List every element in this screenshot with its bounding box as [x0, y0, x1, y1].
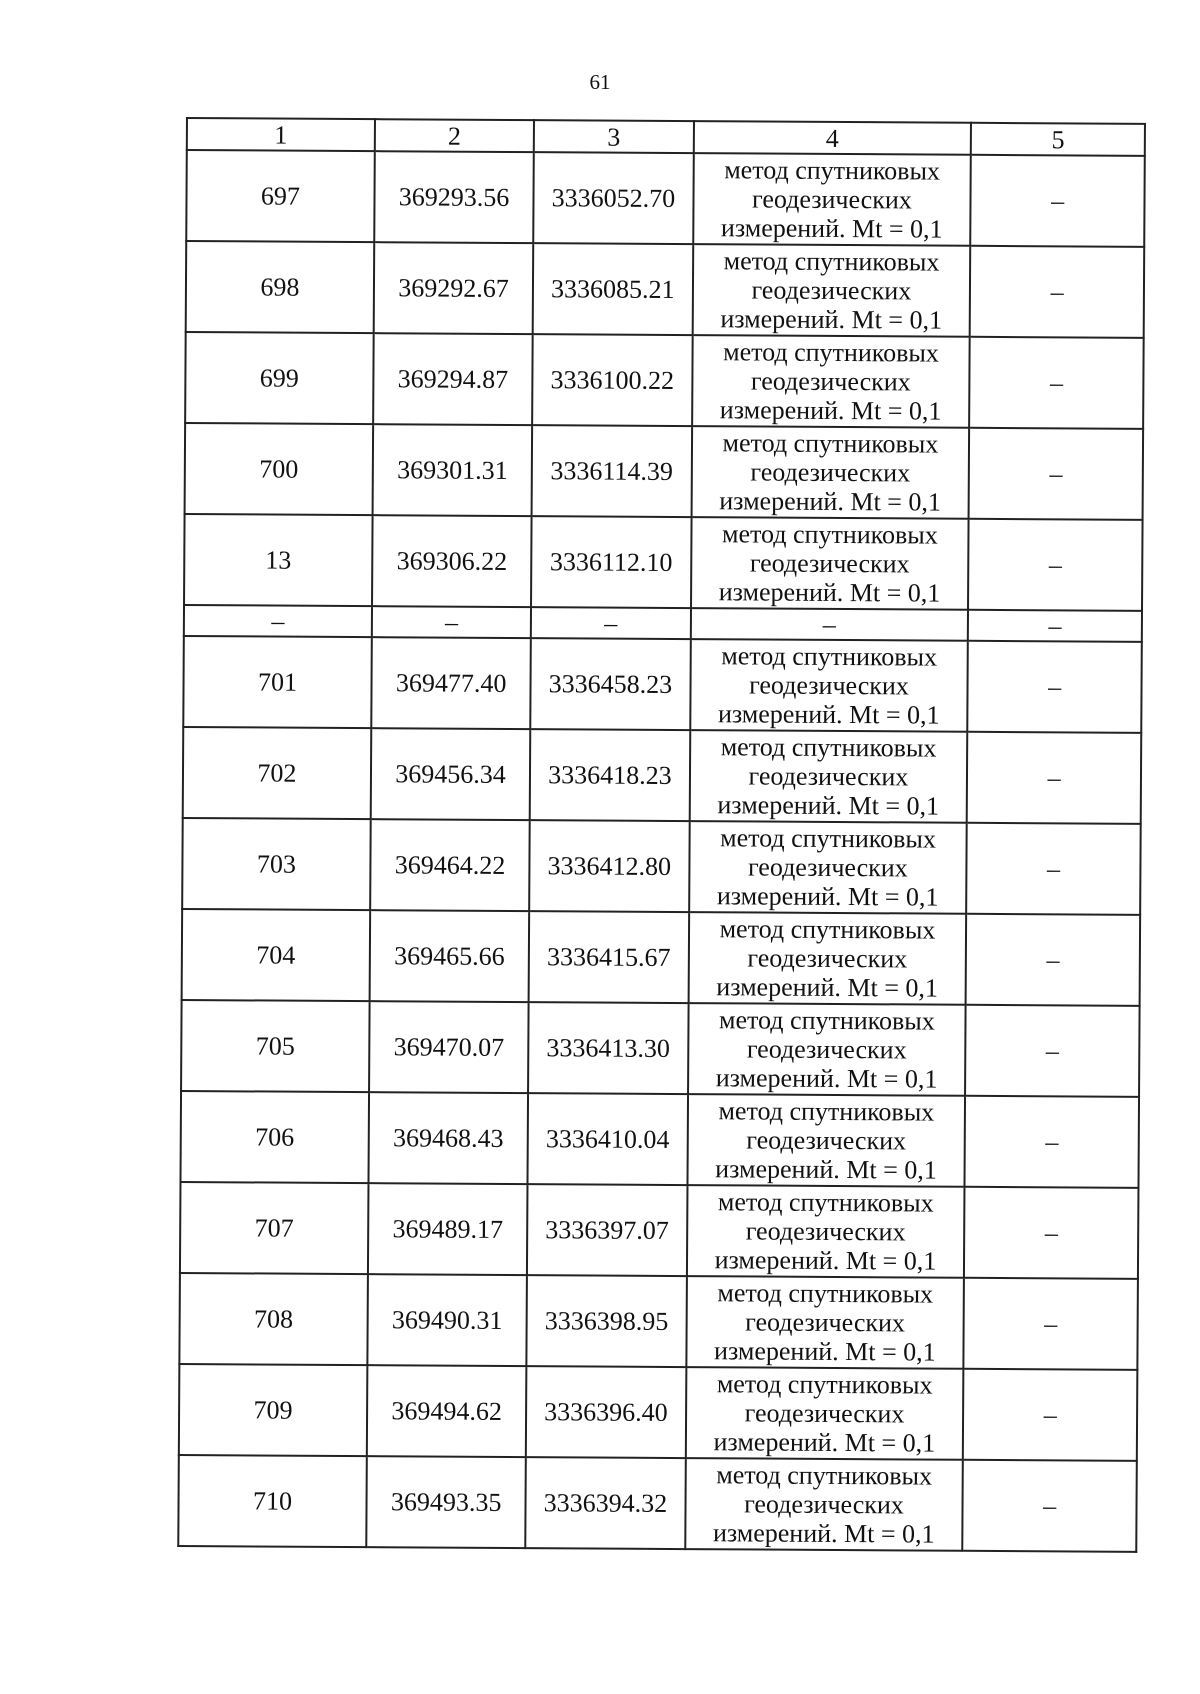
point-number: 705	[181, 1000, 369, 1092]
coordinate-x: 369306.22	[372, 515, 532, 607]
coordinate-y: 3336085.21	[533, 243, 693, 335]
point-number: 704	[182, 909, 370, 1001]
coordinate-x: 369301.31	[372, 424, 532, 516]
point-number: 700	[185, 423, 373, 515]
column-5-value: –	[966, 823, 1140, 915]
point-number: 697	[186, 150, 374, 242]
coordinate-y: 3336397.07	[527, 1184, 687, 1276]
coordinate-y: 3336413.30	[528, 1002, 688, 1094]
coordinate-x: 369293.56	[374, 151, 534, 243]
column-5-value: –	[964, 1278, 1138, 1370]
coordinate-y: 3336394.32	[525, 1457, 685, 1549]
point-number: 706	[180, 1091, 368, 1183]
column-5-value: –	[967, 732, 1141, 824]
coordinate-y: 3336052.70	[533, 152, 693, 244]
table-row	[182, 909, 1141, 1006]
method-description: метод спутниковых геодезических измерений. Mt = 0,1	[685, 1458, 963, 1551]
column-header-3: 3	[534, 120, 694, 153]
column-5-value: –	[969, 337, 1143, 429]
method-description: метод спутниковых геодезических измерений. Mt = 0,1	[686, 1185, 964, 1278]
column-5-value: –	[969, 428, 1143, 520]
coordinate-x: 369292.67	[374, 242, 534, 334]
coordinate-x: 369465.66	[370, 910, 530, 1002]
coordinate-y: 3336114.39	[532, 425, 692, 517]
coordinate-x: 369493.35	[366, 1456, 526, 1548]
coordinate-y: 3336458.23	[531, 638, 691, 730]
point-number: 701	[183, 636, 371, 728]
method-description: метод спутниковых геодезических измерений. Mt = 0,1	[688, 912, 966, 1005]
coordinate-y: 3336418.23	[530, 729, 690, 821]
column-header-1: 1	[187, 118, 375, 151]
column-5-value: –	[968, 641, 1142, 733]
table-row	[185, 423, 1144, 520]
column-header-2: 2	[375, 119, 535, 152]
point-number: 710	[178, 1455, 366, 1547]
column-5-value: –	[964, 1187, 1138, 1279]
table-row	[181, 1000, 1140, 1097]
coordinate-x: 369477.40	[371, 637, 531, 729]
method-description: метод спутниковых геодезических измерений. Mt = 0,1	[692, 335, 970, 428]
column-5-value: –	[963, 1460, 1137, 1552]
coordinate-y: 3336112.10	[531, 516, 691, 608]
table-row	[180, 1182, 1139, 1279]
column-5-value: –	[966, 914, 1140, 1006]
method-description: метод спутниковых геодезических измерений. Mt = 0,1	[691, 426, 969, 519]
coordinate-x: 369456.34	[371, 728, 531, 820]
coordinate-x: 369464.22	[370, 819, 530, 911]
table-row	[179, 1273, 1138, 1370]
table-row	[185, 332, 1144, 429]
coordinate-x: 369490.31	[367, 1274, 527, 1366]
column-5-value: –	[965, 1005, 1139, 1097]
coordinates-table	[177, 117, 1146, 1553]
method-description: метод спутниковых геодезических измерений. Mt = 0,1	[690, 639, 968, 732]
separator-cell: –	[184, 605, 372, 637]
method-description: метод спутниковых геодезических измерений. Mt = 0,1	[689, 821, 967, 914]
column-5-value: –	[970, 246, 1144, 338]
separator-cell: –	[690, 608, 968, 641]
method-description: метод спутниковых геодезических измерений. Mt = 0,1	[689, 730, 967, 823]
method-description: метод спутниковых геодезических измерений. Mt = 0,1	[691, 517, 969, 610]
table-row	[184, 514, 1143, 611]
coordinate-y: 3336412.80	[529, 820, 689, 912]
point-number: 709	[179, 1364, 367, 1456]
point-number: 703	[182, 818, 370, 910]
coordinate-y: 3336410.04	[528, 1093, 688, 1185]
table-body	[178, 150, 1145, 1552]
column-header-5: 5	[971, 123, 1145, 156]
coordinate-x: 369494.62	[367, 1365, 527, 1457]
table-row	[183, 727, 1142, 824]
method-description: метод спутниковых геодезических измерений. Mt = 0,1	[686, 1276, 964, 1369]
separator-cell: –	[372, 606, 531, 638]
method-description: метод спутниковых геодезических измерений. Mt = 0,1	[687, 1094, 965, 1187]
separator-cell: –	[531, 607, 690, 639]
method-description: метод спутниковых геодезических измерений. Mt = 0,1	[692, 244, 970, 337]
point-number: 707	[180, 1182, 368, 1274]
method-description: метод спутниковых геодезических измерений. Mt = 0,1	[693, 153, 971, 246]
column-header-4: 4	[693, 121, 971, 155]
method-description: метод спутниковых геодезических измерений. Mt = 0,1	[688, 1003, 966, 1096]
page-number: 61	[589, 70, 611, 94]
coordinate-y: 3336100.22	[532, 334, 692, 426]
point-number: 708	[179, 1273, 367, 1365]
table-row	[178, 1455, 1137, 1552]
column-5-value: –	[971, 155, 1145, 247]
table-row	[186, 241, 1145, 338]
coordinate-y: 3336396.40	[526, 1366, 686, 1458]
coordinate-x: 369294.87	[373, 333, 533, 425]
table-row	[180, 1091, 1139, 1188]
column-5-value: –	[965, 1096, 1139, 1188]
coordinate-y: 3336415.67	[529, 911, 689, 1003]
point-number: 702	[183, 727, 371, 819]
separator-cell: –	[968, 610, 1142, 642]
table-row	[183, 636, 1142, 733]
coordinate-y: 3336398.95	[527, 1275, 687, 1367]
point-number: 699	[185, 332, 373, 424]
point-number: 698	[186, 241, 374, 333]
table-row	[182, 818, 1141, 915]
coordinate-x: 369470.07	[369, 1001, 529, 1093]
method-description: метод спутниковых геодезических измерений. Mt = 0,1	[685, 1367, 963, 1460]
coordinate-x: 369489.17	[368, 1183, 528, 1275]
table-row	[186, 150, 1145, 247]
table-row	[179, 1364, 1138, 1461]
column-5-value: –	[968, 519, 1142, 611]
coordinate-x: 369468.43	[368, 1092, 528, 1184]
column-5-value: –	[963, 1369, 1137, 1461]
point-number: 13	[184, 514, 372, 606]
